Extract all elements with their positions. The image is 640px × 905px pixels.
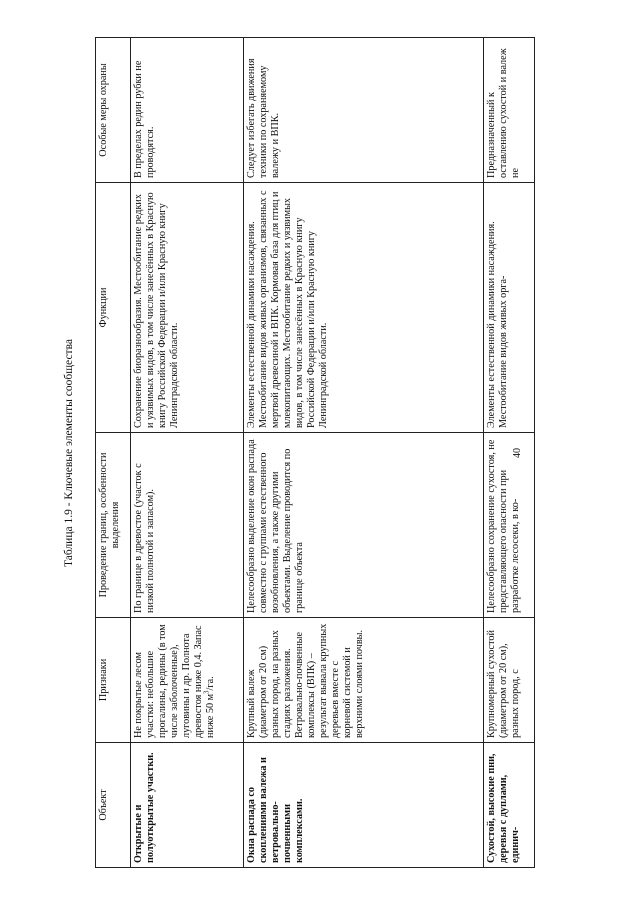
cell-functions: Элементы естественной динамики насаждения. Местообитание видов живых организмов, связанных с мертвой древесиной и ВПК. Кормовая база для птиц и млекопитающих. Местообитание редких и уязвимых видов, в том числе занесённых в Красную книгу Российской Федерации и/или Красную книгу Ленинградской области. bbox=[244, 182, 484, 432]
cell-object: Окна распада со скоплениями валежа и ветровально-почвенными комплексами. bbox=[244, 742, 484, 867]
unit-superscript: 3 bbox=[202, 689, 211, 694]
cell-signs-text: Крупномерный сухостой (диаметром от 20 см), разных пород, с bbox=[486, 629, 521, 738]
table-row bbox=[131, 37, 244, 867]
cell-boundaries-text: Целесообразно сохранение сухостоя, не представляющего опасности при разработке лесосеки, в ко- bbox=[486, 439, 521, 613]
rotated-page bbox=[60, 38, 580, 868]
cell-measures: В пределах редин рубки не проводятся. bbox=[131, 37, 244, 182]
cell-signs bbox=[131, 617, 244, 742]
cell-boundaries bbox=[484, 432, 535, 617]
cell-boundaries: Целесообразно выделение окон распада совместно с группами естественного возобновления, а также другими объектами. Выделение проводится по границе объекта bbox=[244, 432, 484, 617]
header-measures: Особые меры охраны bbox=[96, 37, 131, 182]
cell-boundaries: По границе в древостое (участок с низкой полнотой и запасом). bbox=[131, 432, 244, 617]
cell-object bbox=[484, 742, 535, 867]
header-functions: Функции bbox=[96, 182, 131, 432]
table-caption: Таблица 1.9 - Ключевые элементы сообщества bbox=[63, 338, 75, 567]
page-number: 40 bbox=[512, 447, 523, 458]
cell-signs-tail: /га. bbox=[205, 675, 216, 690]
header-boundaries: Проведение границ, особенности выделения bbox=[96, 432, 131, 617]
header-signs: Признаки bbox=[96, 617, 131, 742]
cell-measures-text: Предназначенный к оставлению сухостой и валеж не bbox=[486, 47, 521, 178]
cell-measures: Следует избегать движения техники по сохраняемому валежу и ВПК. bbox=[244, 37, 484, 182]
header-object: Объект bbox=[96, 742, 131, 867]
table-row bbox=[484, 37, 535, 867]
cell-object-text: Сухостой, высокие пни, деревья с дуплами, единич- bbox=[486, 753, 521, 863]
cell-signs-text: Не покрытые лесом участки: небольшие прогалины, редины (в том числе заболоченные), луговины и др. Полнота древостоя ниже 0,4. Запас ниже 50 м bbox=[133, 623, 216, 738]
cell-measures bbox=[484, 37, 535, 182]
cell-signs bbox=[484, 617, 535, 742]
table-row bbox=[244, 37, 484, 867]
cell-functions-text: Элементы естественной динамики насаждения. Местообитание видов живых орга- bbox=[486, 220, 509, 428]
cell-object: Открытые и полуоткрытые участки. bbox=[131, 742, 244, 867]
cell-signs: Крупный валеж (диаметром от 20 см) разных пород, на разных стадиях разложения. Ветровально-почвенные комплексы (ВПК) – результат вывала крупных деревьев вместе с корневой системой и верхними слоями почвы. bbox=[244, 617, 484, 742]
key-elements-table bbox=[95, 37, 535, 868]
cell-functions bbox=[484, 182, 535, 432]
table-header-row bbox=[96, 37, 131, 867]
cell-functions: Сохранение биоразнообразия. Местообитание редких и уязвимых видов, в том числе занесённых в Красную книгу Российской Федерации и/или Красную книгу Ленинградской области. bbox=[131, 182, 244, 432]
